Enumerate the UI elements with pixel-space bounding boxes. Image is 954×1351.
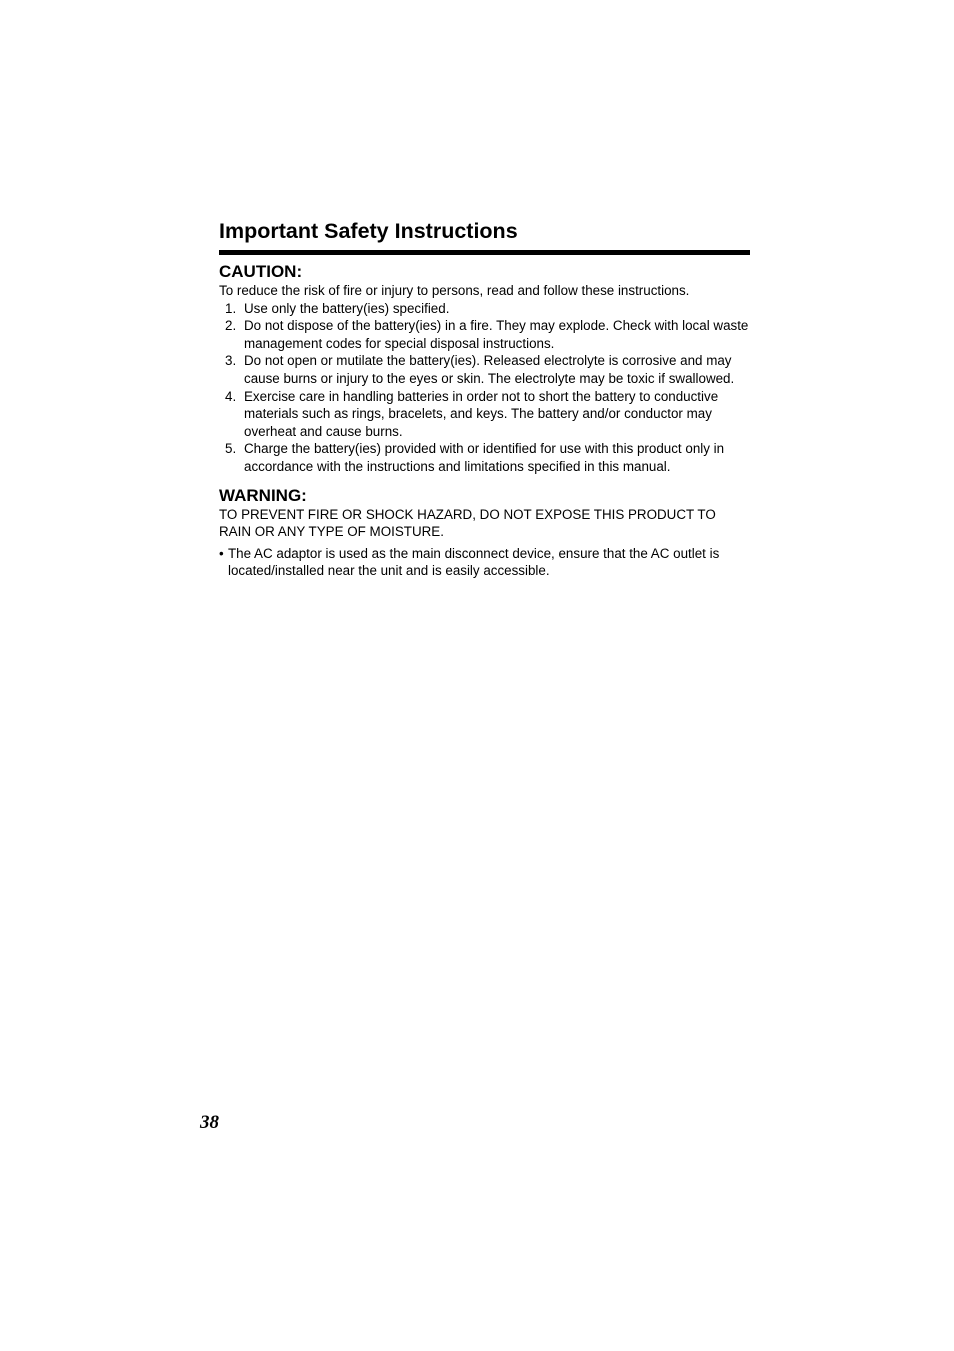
warning-bullets bbox=[219, 545, 750, 580]
list-item-number: 2. bbox=[225, 318, 237, 334]
list-item-text: Do not open or mutilate the battery(ies). Released electrolyte is corrosive and may cause burns or injury to the eyes or skin. The electrolyte may be toxic if swallowed. bbox=[244, 353, 735, 386]
page-content bbox=[219, 216, 750, 580]
bullet-icon: • bbox=[219, 545, 224, 561]
list-item-number: 1. bbox=[225, 300, 237, 316]
warning-heading: WARNING: bbox=[219, 485, 307, 505]
caution-intro: To reduce the risk of fire or injury to persons, read and follow these instructions. bbox=[219, 283, 690, 298]
list-item-text: Do not dispose of the battery(ies) in a fire. They may explode. Check with local waste management codes for special disposal instructions. bbox=[244, 318, 749, 351]
list-item bbox=[219, 440, 750, 475]
list-item-number: 3. bbox=[225, 353, 237, 369]
caution-list bbox=[219, 300, 750, 476]
list-item bbox=[219, 352, 750, 387]
list-item-number: 5. bbox=[225, 441, 237, 457]
list-item-text: Exercise care in handling batteries in order not to short the battery to conductive materials such as rings, bracelets, and keys. The battery and/or conductor may overheat and cause burns. bbox=[244, 388, 719, 439]
list-item-number: 4. bbox=[225, 388, 237, 404]
warning-text: TO PREVENT FIRE OR SHOCK HAZARD, DO NOT EXPOSE THIS PRODUCT TO RAIN OR ANY TYPE OF MOISTURE. bbox=[219, 506, 716, 540]
caution-heading: CAUTION: bbox=[219, 262, 303, 281]
page-title: Important Safety Instructions bbox=[219, 219, 518, 243]
list-item bbox=[219, 545, 750, 580]
list-item-text: The AC adaptor is used as the main disconnect device, ensure that the AC outlet is located/installed near the unit and is easily accessible. bbox=[228, 545, 720, 579]
list-item-text: Use only the battery(ies) specified. bbox=[244, 300, 450, 316]
list-item bbox=[219, 317, 750, 352]
list-item bbox=[219, 388, 750, 441]
list-item bbox=[219, 300, 750, 318]
list-item-text: Charge the battery(ies) provided with or identified for use with this product only in accordance with the instructions and limitations specified in this manual. bbox=[244, 441, 725, 474]
title-rule bbox=[219, 250, 750, 255]
page-number: 38 bbox=[200, 1112, 219, 1133]
